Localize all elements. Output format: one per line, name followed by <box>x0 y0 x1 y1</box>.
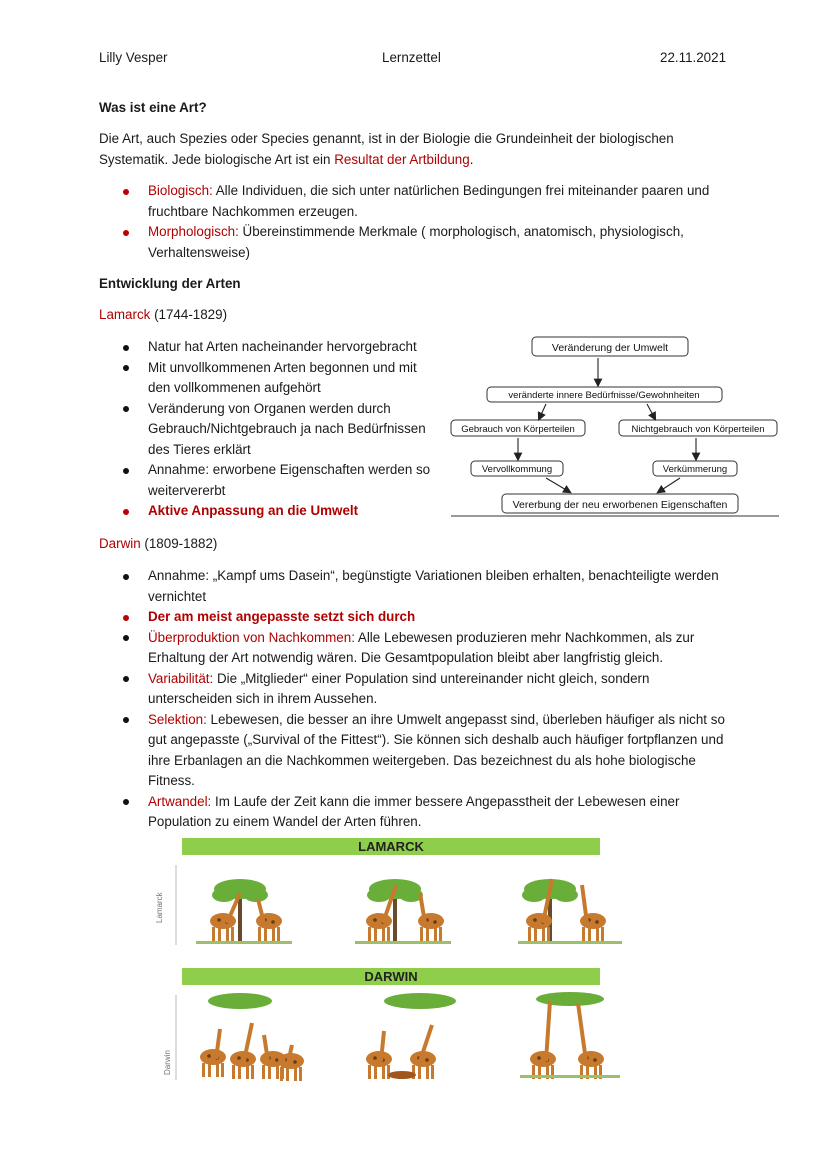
flow-node-umwelt: Veränderung der Umwelt <box>551 342 669 354</box>
darwin-panel-3 <box>520 992 620 1079</box>
lamarck-title: Lamarck (1744-1829) <box>99 307 228 322</box>
lamarck-banner-text: LAMARCK <box>358 839 424 854</box>
lamarck-panel-1 <box>196 879 292 944</box>
list-item: Annahme: „Kampf ums Dasein“, begünstigte Variationen bleiben erhalten, benachteiligte werden vernichtet <box>119 566 729 607</box>
header-date: 22.11.2021 <box>660 50 727 65</box>
darwin-banner-text: DARWIN <box>364 969 418 984</box>
intro-paragraph: Die Art, auch Spezies oder Species genannt, ist in der Biologie die Grundeinheit der biologischen Systematik. Jede biologische Art ist ein Resultat der Artbildung. <box>99 131 674 167</box>
darwin-side-label: Darwin <box>163 1050 172 1075</box>
header-title: Lernzettel <box>382 50 441 65</box>
intro-link-text: Resultat der Artbildung <box>334 151 470 167</box>
list-item: Mit unvollkommenen Arten begonnen und mit den vollkommenen aufgehört <box>119 358 441 399</box>
lamarck-darwin-illustration <box>140 835 630 1090</box>
heading-was-ist-eine-art: Was ist eine Art? <box>99 100 207 115</box>
list-item-highlight: Der am meist angepasste setzt sich durch <box>119 607 729 628</box>
list-item: Morphologisch: Übereinstimmende Merkmale ( morphologisch, anatomisch, physiologisch, Verhaltensweise) <box>119 222 729 263</box>
darwin-panel-2 <box>366 993 456 1079</box>
flow-node-beduerfnisse: veränderte innere Bedürfnisse/Gewohnheiten <box>508 390 700 401</box>
flow-node-vervollkommung: Vervollkommung <box>481 464 553 475</box>
lamarck-panel-2 <box>355 879 451 944</box>
list-item: Selektion: Lebewesen, die besser an ihre Umwelt angepasst sind, überleben häufiger als nicht so gut angepasste („Survival of the Fittest“). Sie können sich deshalb auch häufiger fortpflanzen und ihre Erbanlagen an die Nachkommen weitergeben. Das bezeichnest du als hohe biologische Fitness. <box>119 710 729 792</box>
definition-list <box>119 181 729 263</box>
lamarck-side-label: Lamarck <box>155 892 164 923</box>
heading-entwicklung: Entwicklung der Arten <box>99 276 241 291</box>
list-item: Überproduktion von Nachkommen: Alle Lebewesen produzieren mehr Nachkommen, als zur Erhaltung der Art notwendig wären. Die Gesamtpopulation bleibt aber langfristig gleich. <box>119 628 729 669</box>
header-author: Lilly Vesper <box>99 50 168 65</box>
flow-node-verkuemmerung: Verkümmerung <box>662 464 728 475</box>
list-item: Variabilität: Die „Mitglieder“ einer Population sind untereinander nicht gleich, sondern unterscheiden sich in ihrem Aussehen. <box>119 669 729 710</box>
lamarck-flowchart <box>448 334 782 522</box>
darwin-title: Darwin (1809-1882) <box>99 536 218 551</box>
list-item: Artwandel: Im Laufe der Zeit kann die immer bessere Angepasstheit der Lebewesen einer Population zu einem Wandel der Arten führen. <box>119 792 729 833</box>
darwin-list <box>119 566 729 833</box>
flow-node-vererbung: Vererbung der neu erworbenen Eigenschaften <box>512 499 728 511</box>
list-item: Natur hat Arten nacheinander hervorgebracht <box>119 337 441 358</box>
flow-node-nichtgebrauch: Nichtgebrauch von Körperteilen <box>631 424 765 435</box>
lamarck-panel-3 <box>518 879 622 944</box>
list-item: Biologisch: Alle Individuen, die sich unter natürlichen Bedingungen frei miteinander paaren und fruchtbare Nachkommen erzeugen. <box>119 181 729 222</box>
list-item: Annahme: erworbene Eigenschaften werden so weitervererbt <box>119 460 441 501</box>
list-item: Veränderung von Organen werden durch Gebrauch/Nichtgebrauch ja nach Bedürfnissen des Tieres erklärt <box>119 399 441 461</box>
list-item-highlight: Aktive Anpassung an die Umwelt <box>119 501 441 522</box>
flow-node-gebrauch: Gebrauch von Körperteilen <box>461 424 575 435</box>
darwin-panel-1 <box>200 993 304 1081</box>
lamarck-list <box>119 337 441 522</box>
